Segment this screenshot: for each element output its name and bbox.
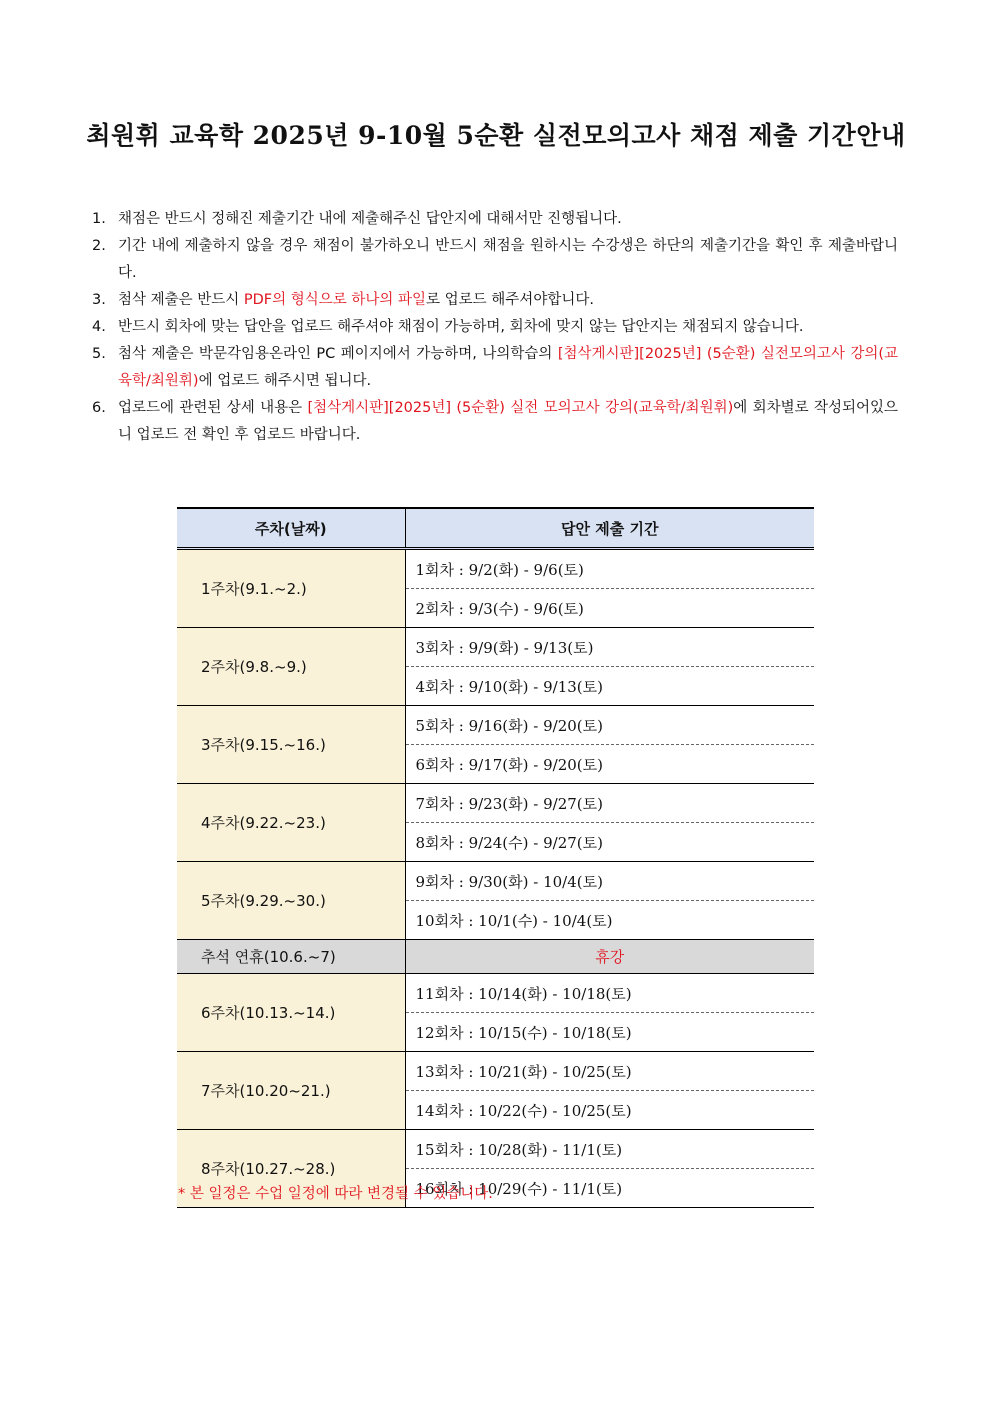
notice-number: 4. [92,319,106,335]
round-cell: 9회차 : 9/30(화) - 10/4(토) [405,862,814,901]
round-cell: 12회차 : 10/15(수) - 10/18(토) [405,1013,814,1052]
week-cell: 1주차(9.1.~2.) [177,549,405,628]
notice-item [92,287,898,314]
table-row [177,549,814,589]
week-cell: 5주차(9.29.~30.) [177,862,405,940]
round-cell: 6회차 : 9/17(화) - 9/20(토) [405,745,814,784]
round-cell: 5회차 : 9/16(화) - 9/20(토) [405,706,814,745]
notice-item [92,395,898,449]
table-row [177,628,814,667]
footnote: * 본 일정은 수업 일정에 따라 변경될 수 있습니다. [178,1186,493,1202]
week-cell: 6주차(10.13.~14.) [177,974,405,1052]
notice-text: 기간 내에 제출하지 않을 경우 채점이 불가하오니 반드시 채점을 원하시는 수강생은 하단의 제출기간을 확인 후 제출바랍니다. [118,238,898,281]
notice-text: 첨삭 제출은 박문각임용온라인 PC 페이지에서 가능하며, 나의학습의 [118,346,558,362]
notice-number: 5. [92,346,106,362]
table-row [177,706,814,745]
header-week: 주차(날짜) [177,508,405,549]
round-cell: 3회차 : 9/9(화) - 9/13(토) [405,628,814,667]
notice-list [92,206,898,449]
table-row [177,1130,814,1169]
notice-item [92,206,898,233]
notice-text: 로 업로드 해주셔야합니다. [426,292,594,308]
schedule-table [177,507,814,1208]
round-cell: 15회차 : 10/28(화) - 11/1(토) [405,1130,814,1169]
round-cell: 11회차 : 10/14(화) - 10/18(토) [405,974,814,1013]
notice-highlight: [첨삭게시판][2025년] (5순환) 실전 모의고사 강의(교육학/최원휘) [307,400,734,416]
page-title: 최원휘 교육학 2025년 9-10월 5순환 실전모의고사 채점 제출 기간안내 [86,121,906,150]
week-cell: 4주차(9.22.~23.) [177,784,405,862]
holiday-value: 휴강 [405,940,814,974]
schedule-body [177,549,814,1208]
round-cell: 7회차 : 9/23(화) - 9/27(토) [405,784,814,823]
notice-text: 에 업로드 해주시면 됩니다. [198,373,372,389]
notice-item [92,341,898,395]
notice-number: 1. [92,211,106,227]
notice-highlight: [첨삭게시판][2025년] (5순환) 실전모의고사 강의(교육학/최원휘) [118,346,899,389]
table-row [177,974,814,1013]
holiday-row [177,940,814,974]
header-period: 답안 제출 기간 [405,508,814,549]
table-row [177,1052,814,1091]
notice-text: 채점은 반드시 정해진 제출기간 내에 제출해주신 답안지에 대해서만 진행됩니다. [118,211,622,227]
table-header-row [177,508,814,549]
week-cell: 3주차(9.15.~16.) [177,706,405,784]
notice-highlight: PDF의 형식으로 하나의 파일 [243,292,427,308]
round-cell: 1회차 : 9/2(화) - 9/6(토) [405,549,814,589]
round-cell: 16회차 : 10/29(수) - 11/1(토) [405,1169,814,1208]
round-cell: 10회차 : 10/1(수) - 10/4(토) [405,901,814,940]
table-row [177,862,814,901]
week-cell: 2주차(9.8.~9.) [177,628,405,706]
notice-item [92,233,898,287]
notice-text: 첨삭 제출은 반드시 [118,292,244,308]
round-cell: 2회차 : 9/3(수) - 9/6(토) [405,589,814,628]
week-cell: 7주차(10.20~21.) [177,1052,405,1130]
round-cell: 14회차 : 10/22(수) - 10/25(토) [405,1091,814,1130]
notice-number: 2. [92,238,106,254]
notice-number: 3. [92,292,106,308]
notice-item [92,314,898,341]
notice-text: 에 회차별로 작성되어있으니 업로드 전 확인 후 업로드 바랍니다. [118,400,899,443]
notice-number: 6. [92,400,106,416]
round-cell: 4회차 : 9/10(화) - 9/13(토) [405,667,814,706]
notice-text: 업로드에 관련된 상세 내용은 [118,400,308,416]
round-cell: 13회차 : 10/21(화) - 10/25(토) [405,1052,814,1091]
round-cell: 8회차 : 9/24(수) - 9/27(토) [405,823,814,862]
table-row [177,784,814,823]
holiday-label: 추석 연휴(10.6.~7) [177,940,405,974]
week-cell: 8주차(10.27.~28.) [177,1130,405,1208]
notice-text: 반드시 회차에 맞는 답안을 업로드 해주셔야 채점이 가능하며, 회차에 맞지 않는 답안지는 채점되지 않습니다. [118,319,804,335]
